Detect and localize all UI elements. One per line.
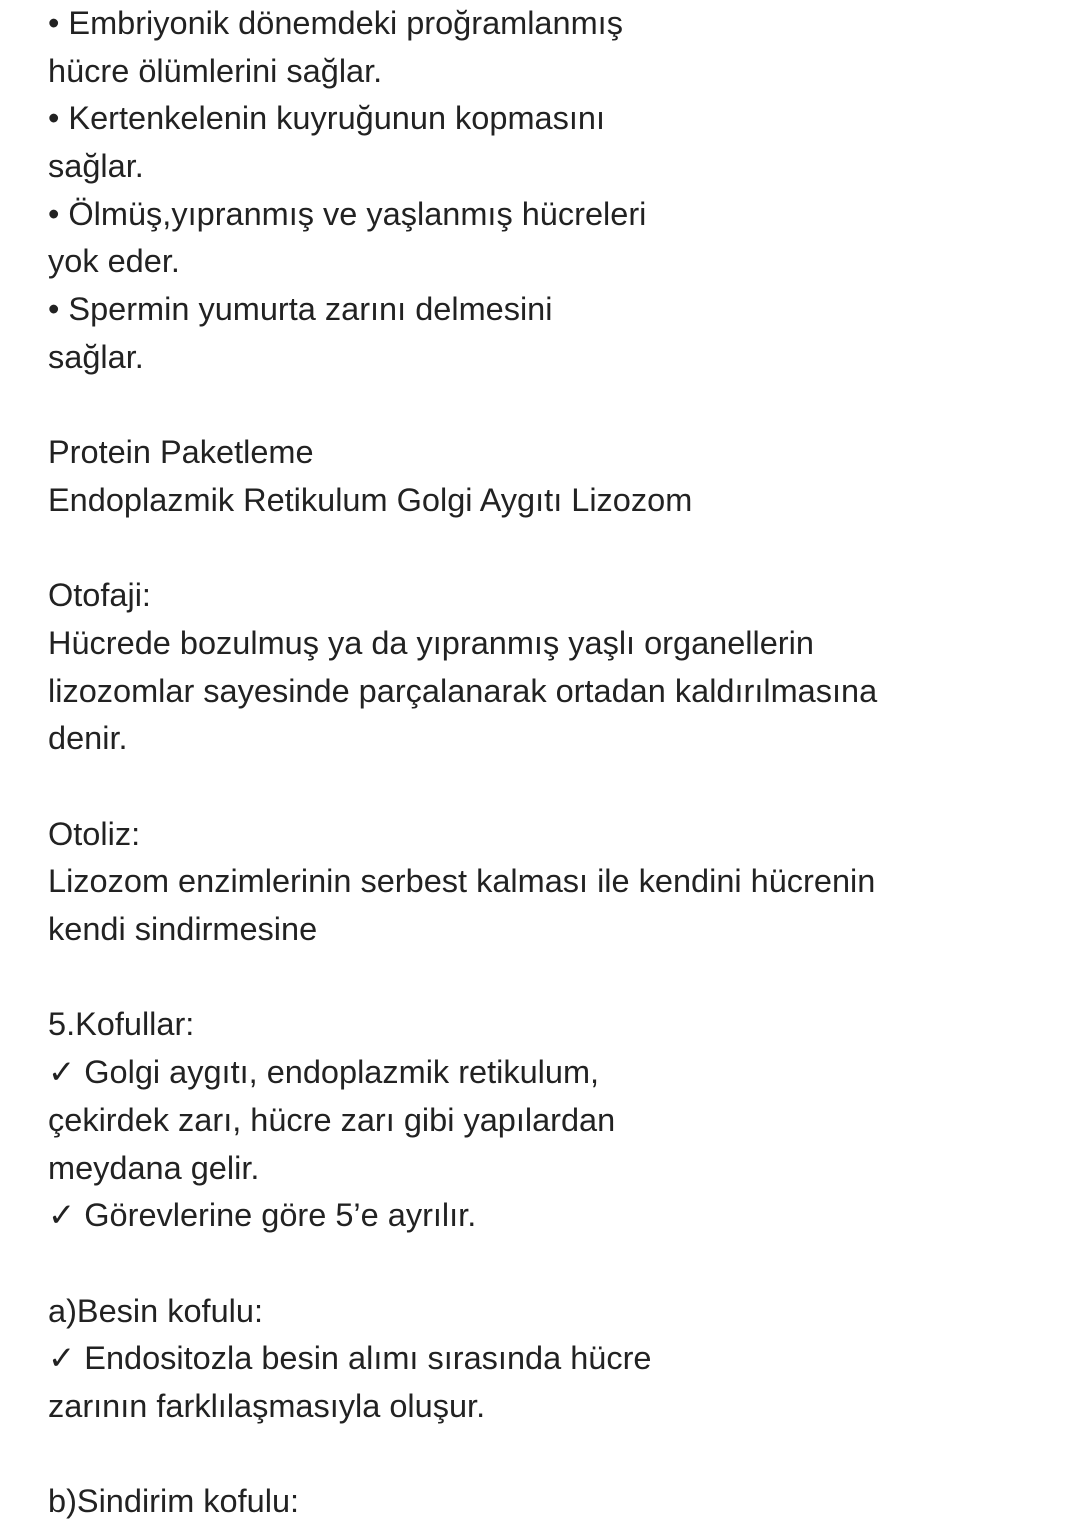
text-line: ✓ Endositozla besin alımı sırasında hücre bbox=[48, 1340, 652, 1377]
blank-line bbox=[48, 1431, 1080, 1479]
text-line: sağlar. bbox=[48, 338, 144, 375]
text-line: • Ölmüş,yıpranmış ve yaşlanmış hücreleri bbox=[48, 195, 647, 232]
blank-line bbox=[48, 763, 1080, 811]
text-line: denir. bbox=[48, 720, 128, 757]
blank-line bbox=[48, 1240, 1080, 1288]
text-line: • Spermin yumurta zarını delmesini bbox=[48, 291, 553, 328]
text-line: hücre ölümlerini sağlar. bbox=[48, 52, 383, 89]
text-line: meydana gelir. bbox=[48, 1149, 260, 1186]
text-line: zarının farklılaşmasıyla oluşur. bbox=[48, 1387, 486, 1424]
blank-line bbox=[48, 954, 1080, 1002]
text-line: 5.Kofullar: bbox=[48, 1006, 195, 1043]
text-line: Otofaji: bbox=[48, 577, 151, 614]
blank-line bbox=[48, 382, 1080, 430]
text-line: yok eder. bbox=[48, 243, 180, 280]
text-line: • Embriyonik dönemdeki proğramlanmış bbox=[48, 5, 623, 41]
text-line: Hücrede bozulmuş ya da yıpranmış yaşlı organellerin bbox=[48, 624, 814, 661]
text-line: ✓ Görevlerine göre 5’e ayrılır. bbox=[48, 1197, 477, 1234]
text-line: lizozomlar sayesinde parçalanarak ortadan kaldırılmasına bbox=[48, 672, 878, 709]
text-line: a)Besin kofulu: bbox=[48, 1292, 263, 1329]
text-line: ✓ Golgi aygıtı, endoplazmik retikulum, bbox=[48, 1054, 600, 1091]
text-line: kendi sindirmesine bbox=[48, 911, 318, 948]
text-line: Lizozom enzimlerinin serbest kalması ile kendini hücrenin bbox=[48, 863, 876, 900]
text-line: sağlar. bbox=[48, 148, 144, 185]
text-line: Otoliz: bbox=[48, 815, 141, 852]
text-line: Protein Paketleme bbox=[48, 434, 314, 471]
text-line: b)Sindirim kofulu: bbox=[48, 1483, 300, 1520]
text-line: Endoplazmik Retikulum Golgi Aygıtı Lizozom bbox=[48, 481, 693, 518]
text-line: • Kertenkelenin kuyruğunun kopmasını bbox=[48, 100, 605, 137]
text-line: çekirdek zarı, hücre zarı gibi yapılardan bbox=[48, 1101, 616, 1138]
blank-line bbox=[48, 525, 1080, 573]
